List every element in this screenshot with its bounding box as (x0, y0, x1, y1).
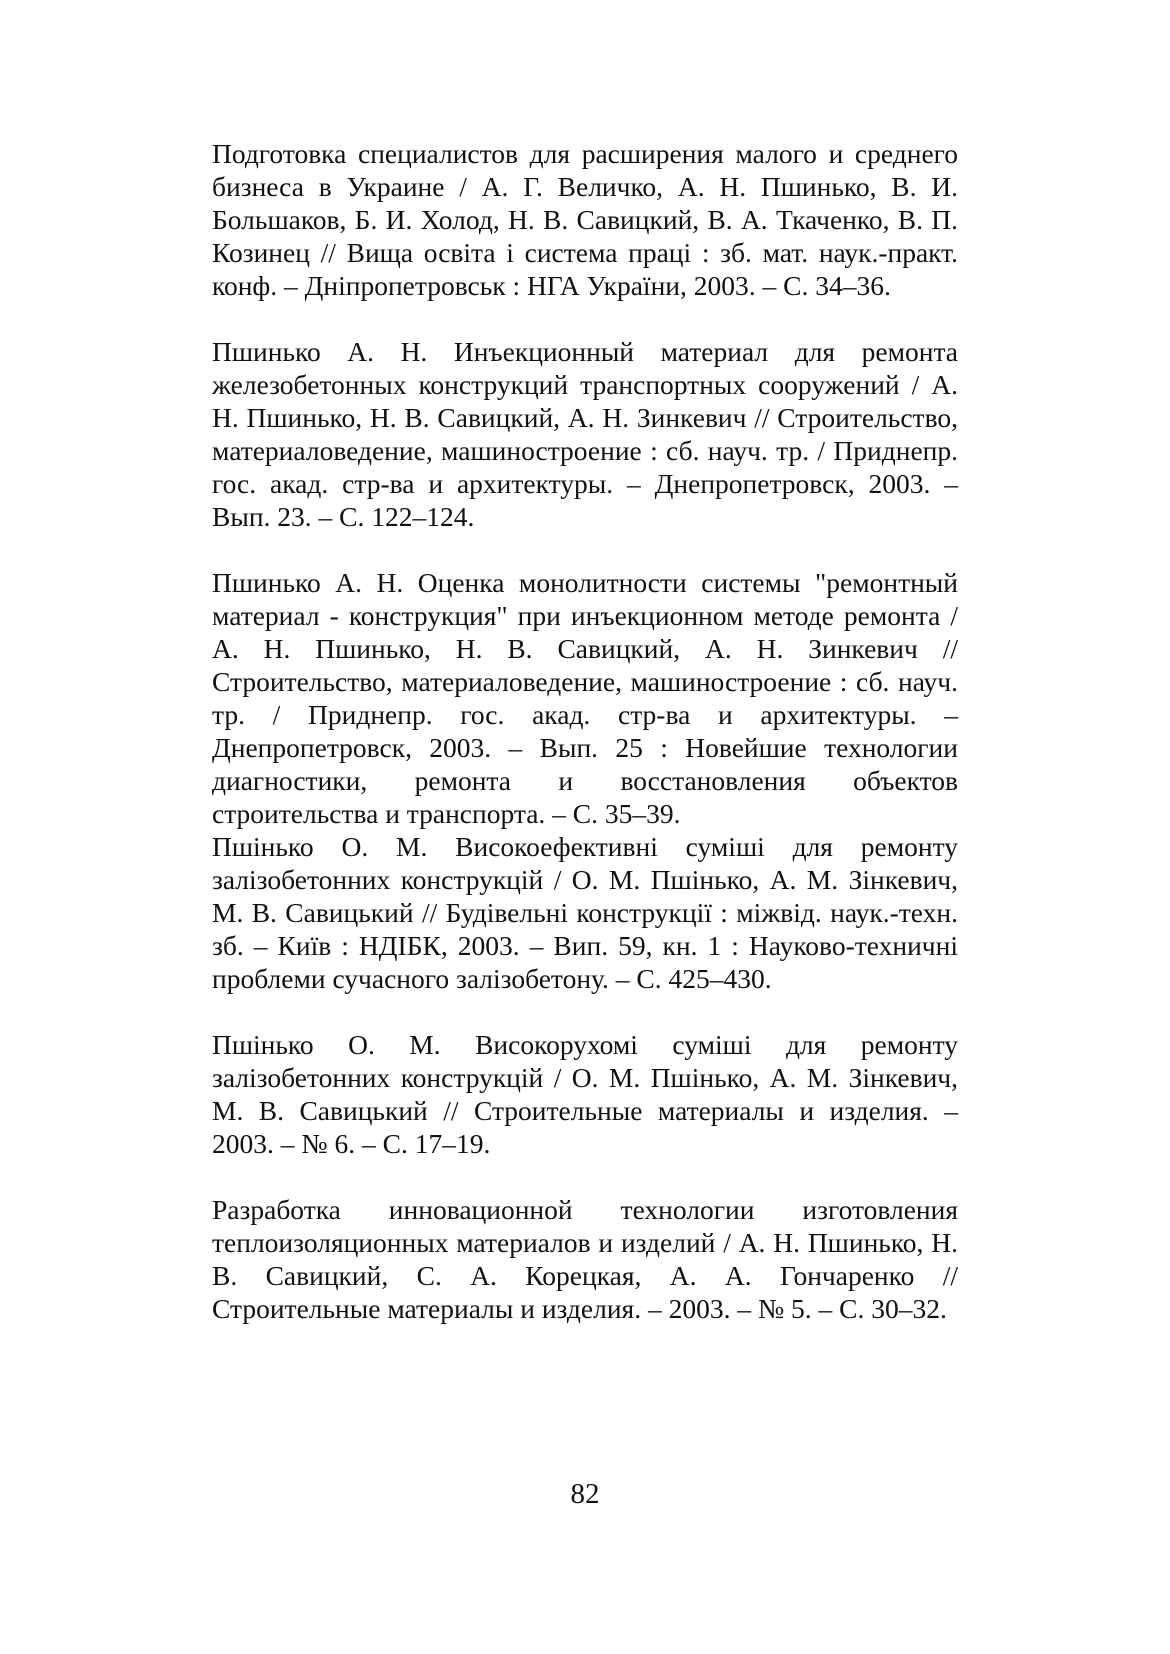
bibliography-entry: Пшінько О. М. Високоефективні суміші для ремонту залізобетонних конструкцій / О. М. Пшінько, А. М. Зінкевич, М. В. Савицький // Будівельні конструкції : міжвід. наук.-техн. зб. – Київ : НДІБК, 2003. – Вип. 59, кн. 1 : Науково-техничні проблеми сучасного залізобетону. – С. 425–430. (212, 831, 958, 994)
bibliography-entry: Пшінько О. М. Високорухомі суміші для ремонту залізобетонних конструкцій / О. М. Пшінько, А. М. Зінкевич, М. В. Савицький // Строительные материалы и изделия. – 2003. – № 6. – С. 17–19. (212, 1029, 958, 1159)
bibliography-entry: Разработка инновационной технологии изготовления теплоизоляционных материалов и изделий / А. Н. Пшинько, Н. В. Савицкий, С. А. Корецкая, А. А. Гончаренко // Строительные материалы и изделия. – 2003. – № 5. – С. 30–32. (212, 1194, 958, 1324)
page-number: 82 (570, 1478, 600, 1510)
bibliography-entry: Пшинько А. Н. Оценка монолитности системы "ремонтный материал - конструкция" при инъекционном методе ремонта / А. Н. Пшинько, Н. В. Савицкий, А. Н. Зинкевич // Строительство, материаловедение, машиностроение : сб. науч. тр. / Приднепр. гос. акад. стр-ва и архитектуры. – Днепропетровск, 2003. – Вып. 25 : Новейшие технологии диагностики, ремонта и восстановления объектов строительства и транспорта. – С. 35–39. (212, 567, 958, 829)
bibliography-entry: Подготовка специалистов для расширения малого и среднего бизнеса в Украине / А. Г. Величко, А. Н. Пшинько, В. И. Большаков, Б. И. Холод, Н. В. Савицкий, В. А. Ткаченко, В. П. Козинец // Вища освіта і система праці : зб. мат. наук.-практ. конф. – Дніпропетровськ : НГА України, 2003. – С. 34–36. (212, 138, 958, 301)
bibliography-list (212, 137, 958, 1325)
bibliography-entry: Пшинько А. Н. Инъекционный материал для ремонта железобетонных конструкций транспортных сооружений / А. Н. Пшинько, Н. В. Савицкий, А. Н. Зинкевич // Строительство, материаловедение, машиностроение : сб. науч. тр. / Приднепр. гос. акад. стр-ва и архитектуры. – Днепропетровск, 2003. – Вып. 23. – С. 122–124. (212, 336, 958, 532)
